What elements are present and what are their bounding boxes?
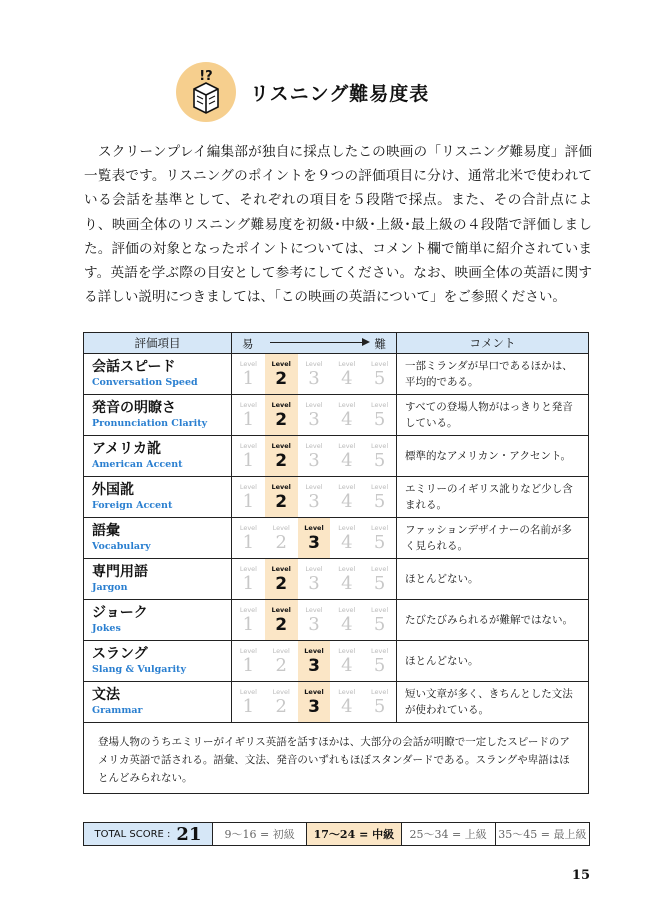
level-number: 4 (341, 531, 353, 553)
level-label: Level (305, 441, 323, 450)
level-cell (232, 436, 265, 476)
level-cell (363, 395, 396, 435)
level-number: 3 (308, 490, 320, 512)
item-jp: 発音の明瞭さ (92, 399, 176, 416)
level-cell (330, 395, 363, 435)
icon-text: !? (199, 69, 213, 84)
level-number: 3 (308, 532, 320, 553)
level-number: 4 (341, 449, 353, 471)
level-label: Level (371, 523, 389, 532)
item-jp: アメリカ訛 (92, 440, 162, 457)
total-score-label: TOTAL SCORE : (94, 828, 171, 840)
total-score (84, 823, 212, 845)
level-scale (232, 436, 397, 477)
table-header-row (84, 333, 589, 354)
level-cell (298, 518, 331, 558)
level-number: 1 (242, 531, 255, 553)
level-label: Level (371, 482, 389, 491)
level-cell (265, 477, 298, 517)
item-en: Slang & Vulgarity (92, 663, 186, 675)
level-cell (298, 354, 331, 394)
item-jp: 会話スピード (92, 358, 176, 375)
level-number: 3 (308, 449, 320, 471)
level-number: 2 (275, 450, 288, 471)
level-cell (298, 559, 331, 599)
level-label: Level (305, 605, 323, 614)
item-jp: 外国訛 (92, 481, 134, 498)
header-hard: 難 (374, 337, 386, 351)
level-label: Level (304, 646, 324, 655)
level-number: 5 (373, 654, 386, 676)
level-cell (330, 682, 363, 722)
table-row (84, 354, 589, 395)
page-title: リスニング難易度表 (250, 82, 430, 105)
level-label: Level (272, 523, 290, 532)
level-cell (298, 600, 331, 640)
intro-paragraph: スクリーンプレイ編集部が独自に採点したこの映画の「リスニング難易度」評価一覧表です。リスニングのポイントを９つの評価項目に分け、通常北米で使われている会話を基準として、それぞれの項目を５段階で採点。また、その合計点により、映画全体のリスニング難易度を初級･中級･上級･最上級の４段階で評価しました。評価の対象となったポイントについては、コメント欄で簡単に紹介されています。英語を学ぶ際の目安として参考にしてください。なお、映画全体の英語に関する詳しい説明につきましては、「この映画の英語について」をご参照ください。 (84, 144, 592, 306)
level-number: 2 (275, 573, 288, 594)
level-number: 2 (275, 695, 287, 717)
arrow-right-icon (270, 342, 368, 343)
level-label: Level (338, 400, 356, 409)
level-number: 4 (341, 695, 353, 717)
level-label: Level (239, 400, 257, 409)
item-en: Conversation Speed (92, 376, 198, 388)
level-label: Level (371, 564, 389, 573)
level-cell (330, 641, 363, 681)
level-number: 2 (275, 409, 288, 430)
level-label: Level (371, 359, 389, 368)
level-scale (232, 354, 397, 395)
level-label: Level (271, 564, 291, 573)
table-row (84, 436, 589, 477)
level-cell (265, 518, 298, 558)
item-comment: エミリーのイギリス訛りなど少し含まれる。 (397, 477, 589, 518)
level-label: Level (338, 482, 356, 491)
level-cell (232, 600, 265, 640)
level-scale (232, 682, 397, 723)
summary-text: 登場人物のうちエミリーがイギリス英語を話すほかは、大部分の会話が明瞭で一定したスピードのアメリカ英語で話される。語彙、文法、発音のいずれもほぼスタンダードである。スラングや卑語はほとんどみられない。 (98, 736, 570, 784)
score-band: 35～45 = 最上級 (495, 823, 589, 845)
level-label: Level (305, 400, 323, 409)
level-cell (265, 559, 298, 599)
table-row (84, 518, 589, 559)
level-cell (298, 641, 331, 681)
level-number: 4 (341, 613, 353, 635)
level-cell (265, 600, 298, 640)
level-cell (265, 354, 298, 394)
level-label: Level (239, 482, 257, 491)
section-header (176, 62, 429, 122)
level-cell (232, 518, 265, 558)
level-label: Level (239, 687, 257, 696)
level-cell (232, 559, 265, 599)
level-cell (232, 477, 265, 517)
level-number: 1 (242, 654, 255, 676)
level-number: 4 (341, 572, 353, 594)
level-label: Level (239, 523, 257, 532)
level-label: Level (271, 605, 291, 614)
level-cell (330, 559, 363, 599)
level-label: Level (239, 359, 257, 368)
level-number: 2 (275, 491, 288, 512)
item-en: Vocabulary (92, 540, 151, 552)
level-label: Level (304, 687, 324, 696)
table-row (84, 559, 589, 600)
item-name (84, 436, 232, 477)
level-cell (265, 395, 298, 435)
level-scale (232, 641, 397, 682)
level-number: 1 (242, 613, 255, 635)
level-label: Level (371, 646, 389, 655)
item-name (84, 518, 232, 559)
item-jp: ジョーク (92, 604, 148, 621)
item-en: American Accent (92, 458, 183, 470)
header-scale (232, 333, 397, 354)
listening-difficulty-table (83, 332, 589, 794)
level-cell (363, 436, 396, 476)
level-cell (298, 477, 331, 517)
item-name (84, 354, 232, 395)
level-cell (330, 436, 363, 476)
level-label: Level (338, 441, 356, 450)
level-number: 1 (242, 572, 255, 594)
level-label: Level (271, 441, 291, 450)
item-name (84, 477, 232, 518)
level-cell (363, 354, 396, 394)
item-en: Pronunciation Clarity (92, 417, 208, 429)
level-number: 5 (373, 408, 386, 430)
item-name (84, 559, 232, 600)
table-row (84, 395, 589, 436)
item-jp: 語彙 (92, 522, 120, 539)
total-score-bar (83, 822, 590, 846)
header-item: 評価項目 (84, 333, 232, 354)
summary-row (84, 723, 589, 794)
level-label: Level (338, 564, 356, 573)
level-cell (298, 436, 331, 476)
level-label: Level (338, 687, 356, 696)
score-band: 9～16 = 初級 (212, 823, 306, 845)
level-label: Level (338, 359, 356, 368)
table-row (84, 600, 589, 641)
level-cell (265, 682, 298, 722)
level-number: 2 (275, 614, 288, 635)
level-number: 1 (242, 408, 255, 430)
level-label: Level (305, 564, 323, 573)
item-jp: スラング (92, 645, 148, 662)
level-number: 5 (373, 449, 386, 471)
item-en: Jargon (92, 581, 128, 593)
level-label: Level (239, 564, 257, 573)
level-number: 3 (308, 696, 320, 717)
level-number: 3 (308, 572, 320, 594)
score-band: 17～24 = 中級 (306, 823, 400, 845)
level-label: Level (371, 605, 389, 614)
item-name (84, 641, 232, 682)
level-number: 3 (308, 613, 320, 635)
question-box-icon (176, 62, 236, 122)
item-name (84, 682, 232, 723)
level-label: Level (338, 646, 356, 655)
level-cell (363, 682, 396, 722)
level-number: 4 (341, 490, 353, 512)
level-number: 4 (341, 654, 353, 676)
table-row (84, 641, 589, 682)
item-comment: たびたびみられるが難解ではない。 (397, 600, 589, 641)
level-label: Level (239, 646, 257, 655)
level-label: Level (271, 400, 291, 409)
level-number: 1 (242, 449, 255, 471)
header-comment: コメント (397, 333, 589, 354)
level-cell (363, 641, 396, 681)
level-label: Level (371, 441, 389, 450)
level-cell (363, 559, 396, 599)
level-cell (232, 682, 265, 722)
level-label: Level (272, 646, 290, 655)
level-number: 5 (373, 572, 386, 594)
item-comment: 短い文章が多く、きちんとした文法が使われている。 (397, 682, 589, 723)
table-row (84, 477, 589, 518)
level-number: 3 (308, 408, 320, 430)
item-comment: ファッションデザイナーの名前が多く見られる。 (397, 518, 589, 559)
level-scale (232, 600, 397, 641)
level-number: 4 (341, 408, 353, 430)
level-cell (298, 682, 331, 722)
level-number: 2 (275, 368, 288, 389)
level-number: 3 (308, 367, 320, 389)
level-cell (330, 354, 363, 394)
level-label: Level (305, 359, 323, 368)
level-label: Level (271, 359, 291, 368)
level-label: Level (239, 441, 257, 450)
page-number: 15 (571, 868, 590, 883)
header-easy: 易 (242, 337, 254, 351)
level-number: 1 (242, 367, 255, 389)
level-cell (232, 641, 265, 681)
level-number: 5 (373, 695, 386, 717)
level-number: 2 (275, 654, 287, 676)
level-number: 1 (242, 695, 255, 717)
level-label: Level (271, 482, 291, 491)
level-number: 5 (373, 490, 386, 512)
level-scale (232, 477, 397, 518)
level-label: Level (305, 482, 323, 491)
item-name (84, 395, 232, 436)
table-row (84, 682, 589, 723)
level-label: Level (371, 400, 389, 409)
level-scale (232, 395, 397, 436)
level-cell (330, 518, 363, 558)
level-label: Level (239, 605, 257, 614)
level-number: 5 (373, 613, 386, 635)
item-comment: ほとんどない。 (397, 641, 589, 682)
level-label: Level (272, 687, 290, 696)
level-number: 4 (341, 367, 353, 389)
level-label: Level (338, 605, 356, 614)
level-cell (363, 477, 396, 517)
level-scale (232, 518, 397, 559)
item-en: Grammar (92, 704, 143, 716)
level-scale (232, 559, 397, 600)
level-number: 5 (373, 367, 386, 389)
total-score-value: 21 (176, 823, 202, 845)
level-number: 5 (373, 531, 386, 553)
item-en: Jokes (92, 622, 121, 634)
level-number: 2 (275, 531, 287, 553)
level-cell (232, 354, 265, 394)
item-jp: 文法 (92, 686, 120, 703)
level-cell (330, 600, 363, 640)
level-cell (363, 518, 396, 558)
level-cell (330, 477, 363, 517)
level-number: 3 (308, 655, 320, 676)
level-label: Level (371, 687, 389, 696)
score-band: 25～34 = 上級 (401, 823, 495, 845)
item-comment: 標準的なアメリカン・アクセント。 (397, 436, 589, 477)
item-jp: 専門用語 (92, 563, 148, 580)
level-cell (265, 641, 298, 681)
level-cell (232, 395, 265, 435)
item-comment: ほとんどない。 (397, 559, 589, 600)
level-cell (363, 600, 396, 640)
level-cell (265, 436, 298, 476)
level-label: Level (338, 523, 356, 532)
level-number: 1 (242, 490, 255, 512)
item-comment: 一部ミランダが早口であるほかは、平均的である。 (397, 354, 589, 395)
level-label: Level (304, 523, 324, 532)
item-name (84, 600, 232, 641)
level-cell (298, 395, 331, 435)
item-en: Foreign Accent (92, 499, 173, 511)
item-comment: すべての登場人物がはっきりと発音している。 (397, 395, 589, 436)
